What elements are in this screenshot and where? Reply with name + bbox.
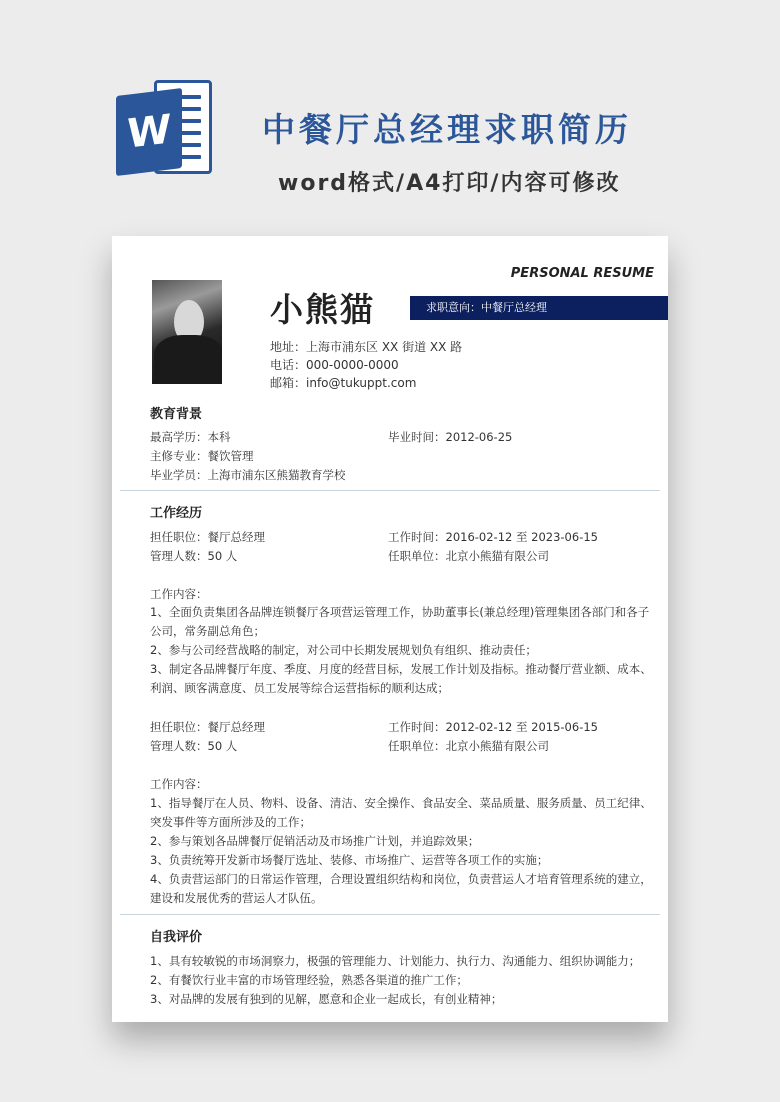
self-eval-line: 3、对品牌的发展有独到的见解，愿意和企业一起成长，有创业精神； (150, 992, 503, 1006)
self-eval-title: 自我评价 (150, 930, 203, 945)
job-line: 利润、顾客满意度、员工发展等综合运营指标的顺利达成； (150, 681, 449, 695)
education-title: 教育背景 (150, 407, 203, 422)
job-staff: 管理人数：50 人 (150, 549, 238, 563)
job-time: 工作时间：2016-02-12 至 2023-06-15 (388, 530, 598, 544)
word-doc-icon (116, 72, 218, 182)
job-position: 担任职位：餐厅总经理 (150, 530, 265, 544)
job-line: 1、全面负责集团各品牌连锁餐厅各项营运管理工作，协助董事长(兼总经理)管理集团各部门和各子 (150, 605, 650, 619)
major-text: 主修专业：餐饮管理 (150, 449, 254, 463)
objective-bar: 求职意向：中餐厅总经理 (410, 296, 668, 320)
job-line: 2、参与公司经营战略的制定，对公司中长期发展规划负有组织、推动责任； (150, 643, 537, 657)
page-title: 中餐厅总经理求职简历 (262, 110, 632, 149)
job-line: 2、参与策划各品牌餐厅促销活动及市场推广计划，并追踪效果； (150, 834, 480, 848)
personal-resume-label: PERSONAL RESUME (510, 266, 654, 281)
job-line: 1、指导餐厅在人员、物料、设备、清洁、安全操作、食品安全、菜品质量、服务质量、员工纪律、 (150, 796, 652, 810)
work-title: 工作经历 (150, 506, 203, 521)
email-text: 邮箱：info@tukuppt.com (270, 376, 417, 390)
job-position: 担任职位：餐厅总经理 (150, 720, 265, 734)
job-content-label: 工作内容： (150, 777, 208, 791)
self-eval-line: 1、具有较敏锐的市场洞察力，极强的管理能力、计划能力、执行力、沟通能力、组织协调能力； (150, 954, 641, 968)
self-eval-line: 2、有餐饮行业丰富的市场管理经验，熟悉各渠道的推广工作； (150, 973, 468, 987)
grad-time-text: 毕业时间：2012-06-25 (388, 430, 513, 444)
job-content-label: 工作内容： (150, 587, 208, 601)
avatar (152, 280, 222, 384)
job-line: 公司，常务副总角色； (150, 624, 265, 638)
page-subtitle: word格式/A4打印/内容可修改 (278, 171, 621, 196)
job-line: 4、负责营运部门的日常运作管理，合理设置组织结构和岗位，负责营运人才培育管理系统的建立， (150, 872, 652, 886)
job-company: 任职单位：北京小熊猫有限公司 (388, 549, 549, 563)
job-staff: 管理人数：50 人 (150, 739, 238, 753)
job-company: 任职单位：北京小熊猫有限公司 (388, 739, 549, 753)
section-divider (120, 490, 660, 491)
job-line: 3、负责统筹开发新市场餐厅选址、装修、市场推广、运营等各项工作的实施； (150, 853, 549, 867)
job-time: 工作时间：2012-02-12 至 2015-06-15 (388, 720, 598, 734)
address-text: 地址：上海市浦东区 XX 街道 XX 路 (270, 340, 463, 354)
job-line: 建设和发展优秀的营运人才队伍。 (150, 891, 323, 905)
resume-page (112, 236, 668, 1022)
candidate-name: 小熊猫 (270, 290, 375, 329)
phone-text: 电话：000-0000-0000 (270, 358, 399, 372)
school-text: 毕业学员：上海市浦东区熊猫教育学校 (150, 468, 346, 482)
section-divider (120, 914, 660, 915)
job-line: 3、制定各品牌餐厅年度、季度、月度的经营目标，发展工作计划及指标。推动餐厅营业额、成本、 (150, 662, 652, 676)
job-line: 突发事件等方面所涉及的工作； (150, 815, 311, 829)
word-letter-badge: W (116, 88, 182, 176)
degree-text: 最高学历：本科 (150, 430, 231, 444)
